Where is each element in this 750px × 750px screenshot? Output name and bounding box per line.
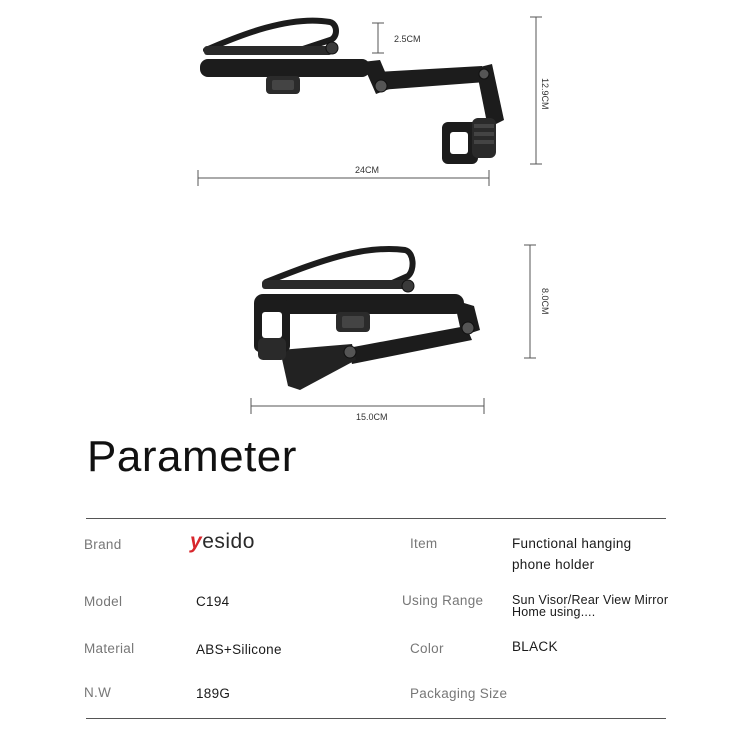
range-label: Using Range [402, 593, 484, 608]
nw-label: N.W [84, 685, 112, 700]
item-value-line1: Functional hanging [512, 536, 632, 551]
extended-height-label: 12.9CM [540, 78, 550, 110]
brand-label: Brand [84, 537, 122, 552]
folded-height-label: 8.0CM [540, 288, 550, 315]
folded-height-dimension-line [522, 244, 538, 360]
color-label: Color [410, 641, 444, 656]
clip-height-label: 2.5CM [394, 34, 421, 44]
holder-folded-illustration [240, 240, 500, 400]
item-value [512, 533, 631, 575]
model-value: C194 [196, 594, 230, 609]
item-value-line2: phone holder [512, 557, 595, 572]
item-label: Item [410, 536, 438, 551]
extended-width-dimension-line [197, 168, 491, 188]
brand-logo [190, 530, 255, 554]
packaging-label: Packaging Size [410, 686, 508, 701]
nw-value: 189G [196, 686, 231, 701]
folded-width-label: 15.0CM [356, 412, 388, 422]
range-value-line2: Home using.... [512, 605, 596, 619]
material-label: Material [84, 641, 135, 656]
color-value: BLACK [512, 639, 558, 654]
extended-width-label: 24CM [355, 165, 380, 175]
brand-logo-text: esido [202, 530, 255, 553]
model-label: Model [84, 594, 123, 609]
brand-logo-initial: y [190, 530, 203, 553]
clip-height-dimension-line [368, 22, 388, 56]
table-bottom-rule [86, 718, 666, 719]
table-top-rule [86, 518, 666, 519]
range-value-line1: Sun Visor/Rear View Mirror [512, 593, 669, 607]
material-value: ABS+Silicone [196, 642, 282, 657]
range-value [512, 594, 668, 618]
section-title: Parameter [87, 432, 297, 481]
